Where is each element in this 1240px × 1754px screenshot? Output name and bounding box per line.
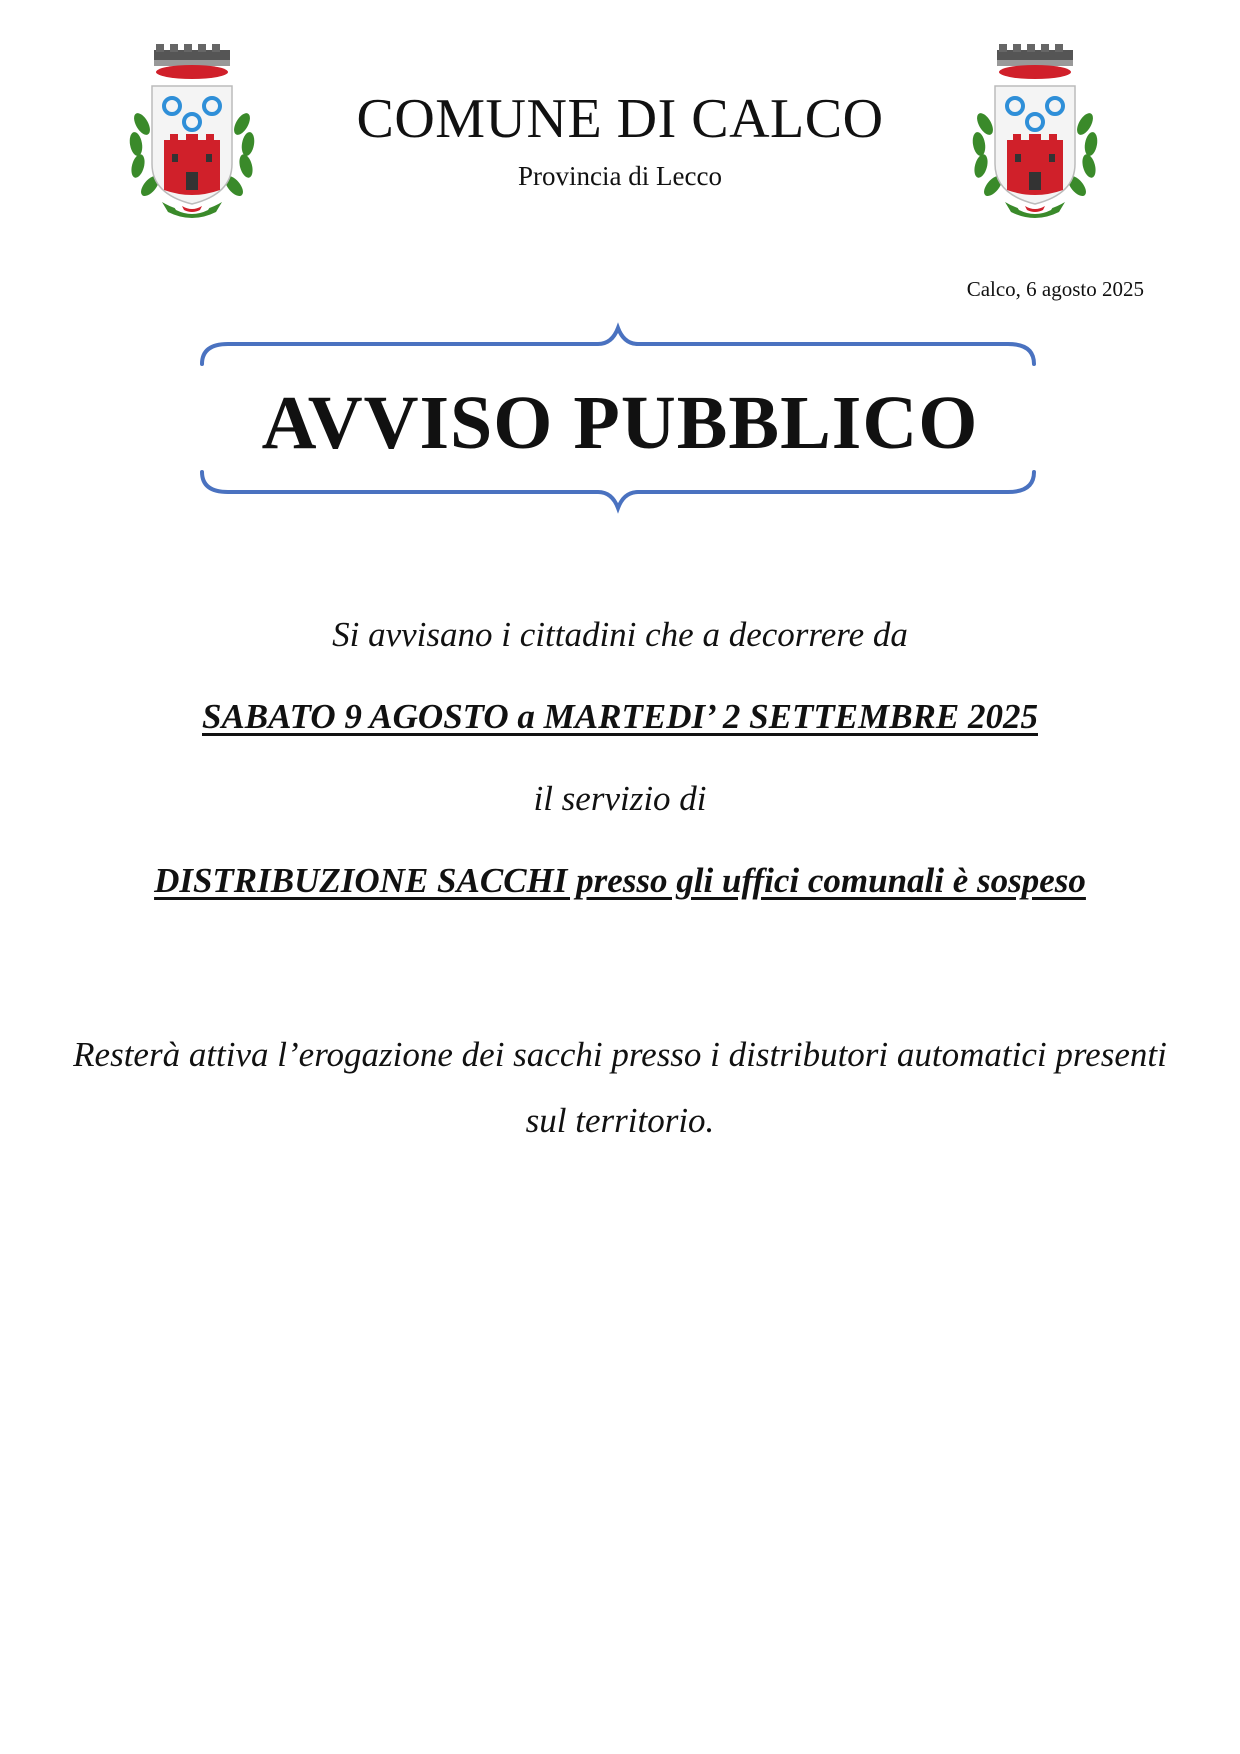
title-brace-top	[198, 316, 1038, 366]
coat-of-arms-right-icon	[955, 44, 1115, 220]
service-intro: il servizio di	[533, 779, 707, 818]
province-name: Provincia di Lecco	[518, 161, 722, 191]
notice-date: Calco, 6 agosto 2025	[966, 277, 1144, 301]
suspended-service: DISTRIBUZIONE SACCHI presso gli uffici comunali è sospeso	[154, 861, 1086, 900]
notice-title: AVVISO PUBBLICO	[261, 381, 979, 465]
suspension-period: SABATO 9 AGOSTO a MARTEDI’ 2 SETTEMBRE 2025	[202, 697, 1038, 736]
notice-intro: Si avvisano i cittadini che a decorrere da	[332, 615, 908, 654]
municipality-name: COMUNE DI CALCO	[356, 88, 884, 150]
title-brace-bottom	[198, 470, 1038, 520]
availability-note: Resterà attiva l’erogazione dei sacchi presso i distributori automatici presenti sul territorio.	[73, 1035, 1167, 1140]
